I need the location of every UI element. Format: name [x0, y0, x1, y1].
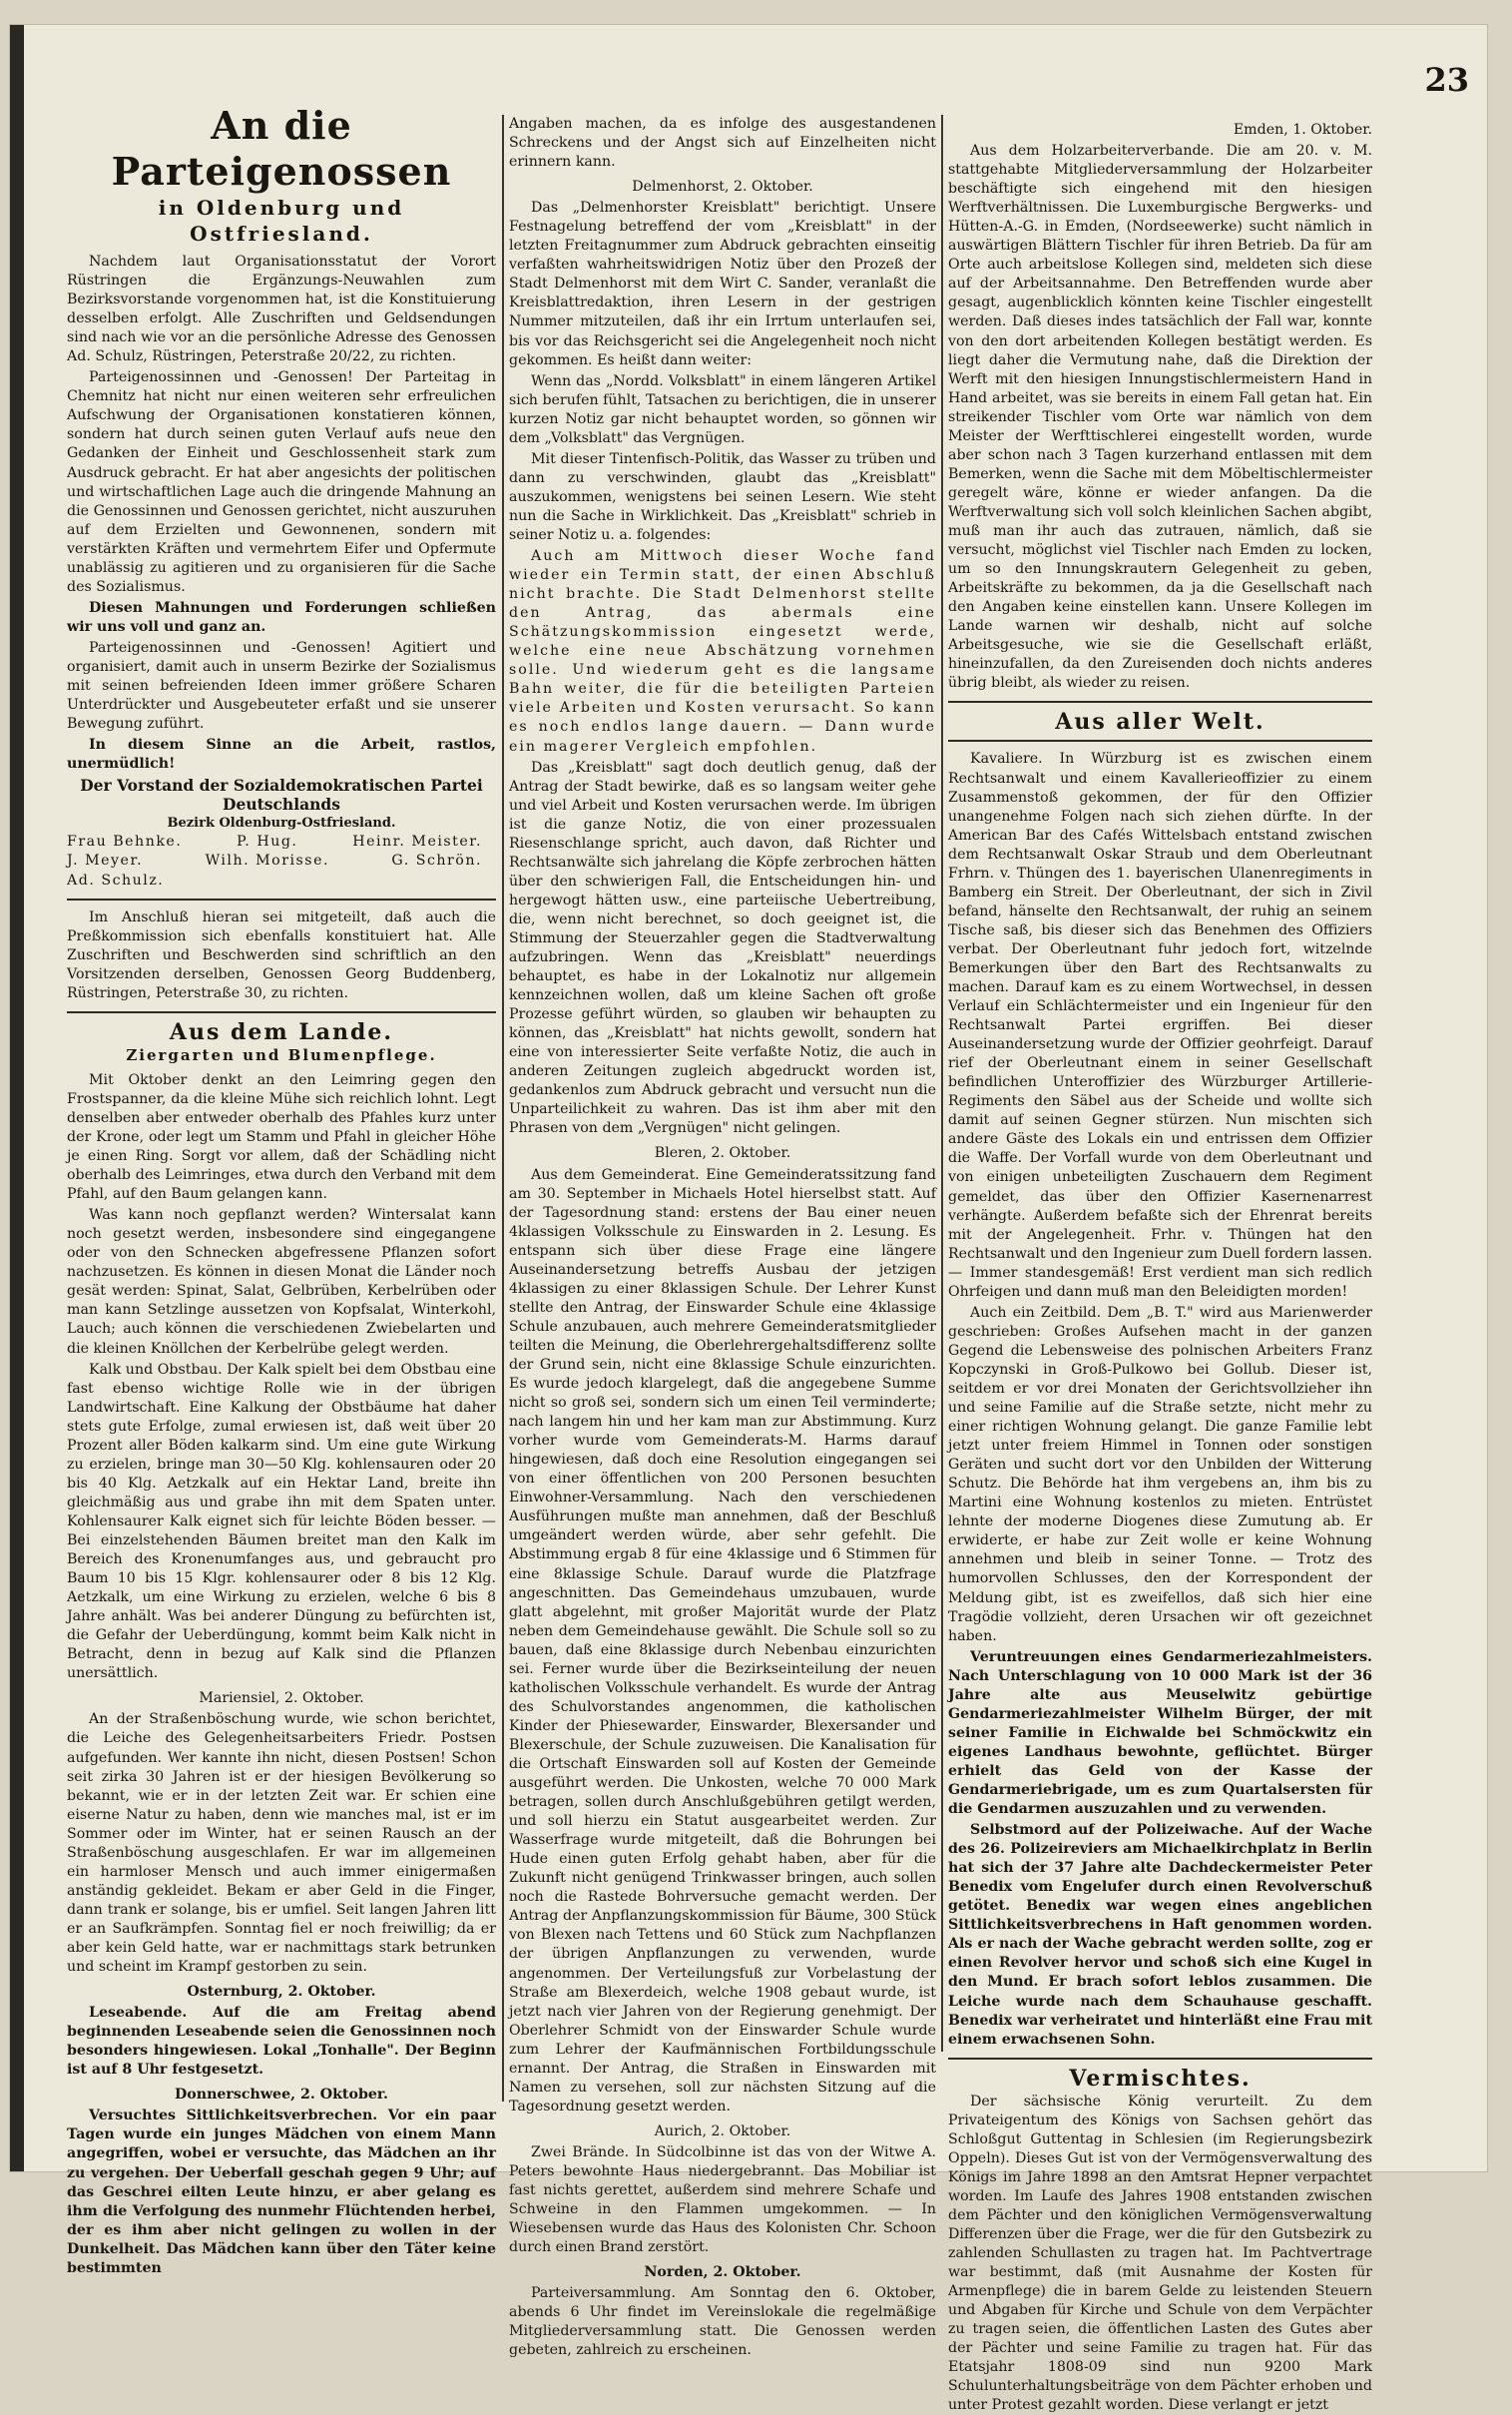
signature-district: Bezirk Oldenburg-Ostfriesland. [167, 816, 396, 832]
article-paragraph: Mit dieser Tintenfisch-Politik, das Wasser zu trüben und dann zu verschwinden, glaubt das „Kreisblatt" auszukommen, wenigstens bei seinen Lesern. Wie steht nun die Sache in Wirklichkeit. Das „Kreisblatt" schrieb in seiner Notiz u. a. folgendes: [509, 450, 936, 543]
column-1 [67, 103, 496, 2276]
article-paragraph: Aus dem Holzarbeiterverbande. Die am 20. v. M. stattgehabte Mitgliederversammlung der Holzarbeiter beschäftigte sich eingehend mit den hiesigen Werftverhältnissen. Die Luxemburgische Bergwerks- und Hütten-A.-G. in Emden, (Nordseewerke) sucht nämlich in auswärtigen Blättern Tischler für ihren Betrieb. Da für am Orte auch arbeitslose Kollegen sind, meldeten sich diese auf der Arbeitsannahme. Den Betreffenden wurde aber gesagt, augenblicklich könnten keine Tischler eingestellt werden. Daß dieses indes tatsächlich der Fall war, konnte von den dort arbeitenden Kollegen bestätigt werden. Es liegt daher die Vermutung nahe, daß die Direktion der Werft mit den hiesigen Innungstischlermeistern Hand in Hand arbeitet, was sie bereits in einem Fall getan hat. Ein streikender Tischler vom Orte war nämlich von dem Meister der Werfttischlerei eingestellt worden, wurde aber schon nach 3 Tagen kurzerhand entlassen mit dem Bemerken, wenn die Sache mit dem Möbeltischlermeister geregelt wäre, könne er wieder anfangen. Da die Werftverwaltung sich voll solch kleinlichen Sachen abgibt, muß man ihr auch das zutrauen, nämlich, daß sie versucht, möglichst viel Tischler nach Emden zu locken, um so den Innungskrautern Gelegenheit zu geben, Arbeitskräfte zu bekommen, da ja die Gesellschaft nach den Angaben keine einstellen kann. Unsere Kollegen im Lande warnen wir deshalb, nicht auf solche Arbeitsgesuche, wie sie die Gesellschaft erläßt, hineinzufallen, da den Zureisenden doch nichts anderes übrig bleibt, als wieder zu reisen. [948, 143, 1372, 692]
dateline: Emden, 1. Oktober. [1233, 122, 1372, 138]
article-paragraph: Auch ein Zeitbild. Dem „B. T." wird aus Marienwerder geschrieben: Großes Aufsehen macht in der ganzen Gegend die Lebensweise des polnischen Arbeiters Franz Kopczynski in Groß-Pulkowo bei Gollub. Dieser ist, seitdem er vor drei Monaten der Gerichtsvollzieher ihn und seine Familie auf die Straße setzte, nicht mehr zu einer richtigen Wohnung gelangt. Die ganze Familie lebt jetzt unter freiem Himmel in Tonnen oder sonstigen Geräten und sucht dort vor den Unbilden der Witterung Schutz. Die Behörde hat ihm vergebens an, ihm bis zu Martini eine Wohnung kostenlos zu mieten. Entrüstet lehnte der moderne Diogenes diese Zumutung ab. Er erwiderte, er habe zur Zeit wolle er keine Wohnung annehmen und bleib in seiner Tonne. — Trotz des humorvollen Schlusses, den der Korrespondent der Meldung gibt, ist es zweifellos, daß sich hier eine Tragödie vollzieht, deren Ursachen wir oft gezeichnet haben. [948, 1304, 1372, 1644]
section-heading: Aus dem Lande. [169, 1018, 394, 1045]
article-paragraph: Der sächsische König verurteilt. Zu dem Privateigentum des Königs von Sachsen gehört das Schloßgut Guttentag in Schlesien (im Regierungsbezirk Oppeln). Dieses Gut ist von der Vermögensverwaltung des Königs im Jahre 1898 an den Amtsrat Hepner verpachtet worden. Im Laufe des Jahres 1908 entstanden zwischen dem Pächter und den königlichen Vermögensverwaltung Differenzen über die Frage, wer die für den Gutsbezirk zu zahlenden Schullasten zu tragen hat. Im Pachtvertrage war bestimmt, daß (mit Ausnahme der Kosten für Armenpflege) die in barem Gelde zu leistenden Steuern und Abgaben für Kirche und Schule von dem Verpächter zu tragen seien, die öffentlichen Lasten des Gutes aber der Pächter und seine Familie zu tragen hat. Für das Etatsjahr 1808-09 sind nun 9200 Mark Schulunterhaltungsbeiträge von dem Pächter erhoben und unter Protest gezahlt worden. Diese verlangt er jetzt [948, 2093, 1372, 2414]
signer-name: Wilh. Morisse. [205, 853, 329, 870]
article-paragraph: Angaben machen, da es infolge des ausgestandenen Schreckens und der Angst sich auf Einzelheiten nicht erinnern kann. [509, 116, 936, 171]
dateline: Delmenhorst, 2. Oktober. [632, 179, 813, 196]
article-paragraph: Aus dem Gemeinderat. Eine Gemeinderatssitzung fand am 30. September in Michaels Hotel hierselbst statt. Auf der Tagesordnung stand: erstens der Bau einer neuen 4klassigen Volksschule zu Einswarden in 2. Lesung. Es entspann sich über diese Frage eine längere Auseinandersetzung betreffs Ausbau der jetzigen 4klassigen zu einer 8klassigen Schule. Der Lehrer Kunst stellte den Antrag, der Einswarder Schule eine 4klassige Schule anzubauen, auch mehrere Gemeinderatsmitglieder teilten die Meinung, die Oberlehrergehaltsdifferenz sollte der Grund sein, nicht eine 8klassige Schule einzurichten. Es wurde jedoch klargelegt, daß die angegebene Summe nicht so groß sei, sondern sich um einen Teil verminderte; nach langem hin und her kam man zur Abstimmung. Kurz vorher wurde vom Gemeinderats-M. Harms darauf hingewiesen, daß doch eine Resolution eingegangen sei von einer öffentlichen von 200 Personen besuchten Einwohner-Versammlung. Nach den verschiedenen Ausführungen mußte man annehmen, daß der Beschluß umgeändert werden würde, aber sehr gefehlt. Die Abstimmung ergab 8 für eine 4klassige und 6 Stimmen für eine 8klassige Schule. Darauf wurde die Platzfrage angeschnitten. Das Gemeindehaus umzubauen, wurde glatt abgelehnt, mit großer Majorität wurde der Platz neben dem Gemeindehause gewählt. Die Schule soll so zu bauen, daß eine 8klassige durch Nebenbau einzurichten sei. Ferner wurde über die Bezirkseinteilung der neuen katholischen Volksschule verhandelt. Es wurde der Antrag des Schulvorstandes angenommen, die katholischen Kinder der Phiesewarder, Einswarder, Blexersander und Blexerschule, der Schule zuzuweisen. Die Kanalisation für die Ortschaft Einswarden soll auf Kosten der Gemeinde ausgeführt werden. Die Unkosten, welche 70 000 Mark betragen, sollen durch Anschlußgebühren getilgt werden, und soll hierzu ein Statut ausgearbeitet werden. Zur Wasserfrage wurde mitgeteilt, daß die Bohrungen bei Hude einen guten Erfolg gehabt haben, aber für die Zukunft nicht genügend Trinkwasser bringen, auch sollen noch die Rastede Bohrversuche gemacht werden. Der Antrag der Anpflanzungskommission für Bäume, 300 Stück von Blexen nach Tettens und 60 Stück zum Nachpflanzen der übrigen Anpflanzungen zu verwenden, wurde angenommen. Der Verteilungsfuß zur Vorbelastung der Straße am Blexerdeich, welche 1908 gebaut wurde, ist jetzt nach vier Jahren von der Regierung genehmigt. Der Oberlehrer Schmidt von der Einswarder Schule wurde zum Lehrer der Kaufmännischen Fortbildungsschule ernannt. Der Antrag, die Straßen in Einswarden mit Namen zu versehen, soll zur nächsten Sitzung auf die Tagesordnung gesetzt werden. [509, 1166, 936, 2114]
appeal-paragraph: Parteigenossinnen und -Genossen! Agitiert und organisiert, damit auch in unserm Bezirke der Sozialismus mit seinen befreienden Ideen immer größere Scharen Unterdrückter und Ausgebeuteter erfaßt und sie unserer Bewegung zuführt. [67, 639, 496, 733]
article-paragraph: Kalk und Obstbau. Der Kalk spielt bei dem Obstbau eine fast ebenso wichtige Rolle wie in der übrigen Landwirtschaft. Eine Kalkung der Obstbäume hat daher stets gute Erfolge, zumal erwiesen ist, daß weit über 20 Prozent aller Böden kalkarm sind. Um eine gute Wirkung zu erzielen, bringe man 30—50 Klg. kohlensauren oder 20 bis 40 Klg. Aetzkalk auf ein Hektar Land, breite ihn gleichmäßig aus und grabe ihn mit dem Spaten unter. Kohlensaurer Kalk eignet sich für leichte Böden besser. — Bei einzelstehenden Bäumen breitet man den Kalk im Bereich des Kronenumfanges aus, und gebraucht pro Baum 10 bis 15 Klgr. kohlensaurer oder 8 bis 12 Klg. Aetzkalk, um eine Wirkung zu erzielen, welche 6 bis 8 Jahre anhält. Was bei anderer Düngung zu befürchten ist, die Gefahr der Ueberdüngung, kommt beim Kalk nicht in Betracht, denn in bezug auf Kalk sind die Pflanzen unersättlich. [67, 1361, 496, 1682]
article-paragraph: Selbstmord auf der Polizeiwache. Auf der Wache des 26. Polizeireviers am Michaelkirchplatz in Berlin hat sich der 37 Jahre alte Dachdeckermeister Peter Benedix vom Engelufer durch einen Revolverschuß getötet. Benedix war wegen eines angeblichen Sittlichkeitsverbrechens in Haft genommen worden. Als er nach der Wache gebracht werden sollte, zog er einen Revolver hervor und schoß sich eine Kugel in den Mund. Er brach sofort leblos zusammen. Die Leiche wurde nach dem Schauhause geschafft. Benedix war verheiratet und hinterläßt eine Frau mit einem erwachsenen Sohn. [948, 1822, 1372, 2048]
column-3 [948, 115, 1372, 2414]
signer-name: Heinr. Meister. [352, 834, 482, 851]
dateline: Norden, 2. Oktober. [644, 2264, 801, 2281]
subsection-heading: Ziergarten und Blumenpflege. [126, 1045, 437, 1064]
divider [67, 1011, 496, 1013]
signature-names [67, 833, 496, 890]
appeal-title: An die Parteigenossen [111, 103, 452, 194]
appeal-paragraph: In diesem Sinne an die Arbeit, rastlos, unermüdlich! [67, 737, 496, 773]
article-paragraph: Parteiversammlung. Am Sonntag den 6. Oktober, abends 6 Uhr findet im Vereinslokale die regelmäßige Mitgliederversammlung statt. Die Genossen werden gebeten, zahlreich zu erscheinen. [509, 2285, 936, 2359]
column-rule [941, 115, 943, 2052]
signer-name: J. Meyer. [67, 853, 144, 870]
press-commission-paragraph: Im Anschluß hieran sei mitgeteilt, daß auch die Preßkommission sich ebenfalls konstituiert hat. Alle Zuschriften und Beschwerden sind schriftlich an den Vorsitzenden derselben, Genossen Georg Buddenberg, Rüstringen, Peterstraße 30, zu richten. [67, 908, 496, 1001]
divider [948, 2058, 1372, 2060]
article-paragraph: Was kann noch gepflanzt werden? Wintersalat kann noch gesetzt werden, insbesondere sind eingegangene oder von den Schnecken abgefressene Pflanzen sofort nachzusetzen. Es können in diesen Monat die Länder noch gesät werden: Spinat, Salat, Gelbrüben, Kerbelrüben oder man kann Setzlinge aussetzen von Kopfsalat, Winterkohl, Lauch; auch können die verschiedenen Zwiebelarten und die kleinen Knöllchen der Kerbelrübe gelegt werden. [67, 1207, 496, 1357]
article-paragraph: Veruntreuungen eines Gendarmeriezahlmeisters. Nach Unterschlagung von 10 000 Mark ist der 36 Jahre alte aus Meuselwitz gebürtige Gendarmeriezahlmeister Wilhelm Bürger, der mit seiner Familie in Eichwalde bei Schmöckwitz ein eigenes Landhaus bewohnte, geflüchtet. Bürger erhielt das Geld von der Kasse der Gendarmeriebrigade, um es zum Quartalsersten für die Gendarmen auszuzahlen und zu verwenden. [948, 1648, 1372, 1818]
dateline: Bleren, 2. Oktober. [654, 1145, 791, 1162]
signer-name: Frau Behnke. [67, 834, 183, 851]
article-paragraph: Versuchtes Sittlichkeitsverbrechen. Vor ein paar Tagen wurde ein junges Mädchen von einem Mann angegriffen, wobei er versuchte, das Mädchen an ihr zu vergehen. Der Ueberfall geschah gegen 9 Uhr; auf das Geschrei eilten Leute hinzu, er aber gelang es ihm die Verfolgung des nunmehr Flüchtenden herbei, der es ihm aber nicht gelingen zu wollen in der Dunkelheit. Das Mädchen kann über den Täter keine bestimmten [67, 2108, 496, 2276]
divider [67, 899, 496, 901]
dateline: Donnerschwee, 2. Oktober. [175, 2087, 388, 2104]
scan-edge [10, 25, 24, 2171]
appeal-subtitle: in Oldenburg und Ostfriesland. [158, 196, 405, 246]
dateline: Osternburg, 2. Oktober. [187, 1984, 376, 2001]
article-paragraph: An der Straßenböschung wurde, wie schon berichtet, die Leiche des Gelegenheitsarbeiters Friedr. Postsen aufgefunden. Wer kannte ihn nicht, diesen Postsen! Schon seit zirka 30 Jahren ist er der hiesigen Bevölkerung so bekannt, wie er in der letzten Zeit war. Er schien eine eiserne Natur zu haben, denn wie manches mal, ist er im Sommer oder im Winter, hat er seinen Rausch an der Straßenböschung ausgeschlafen. Er war im allgemeinen ein harmloser Mensch und auch immer einigermaßen anständig gekleidet. Bekam er aber Geld in die Finger, dann trank er solange, bis er umfiel. Seit langen Jahren litt er an Saufkrämpfen. Sonntag fiel er noch freiwillig; da er aber kein Geld hatte, war er nachmittags stark betrunken und scheint im Krampf gestorben zu sein. [67, 1711, 496, 1976]
article-paragraph: Wenn das „Nordd. Volksblatt" in einem längeren Artikel sich berufen fühlt, Tatsachen zu berichtigen, die in unserer kurzen Notiz gar nicht behauptet worden, so gönnen wir dem „Volksblatt" das Vergnügen. [509, 372, 936, 446]
divider [948, 701, 1372, 703]
signer-name: Ad. Schulz. [67, 872, 165, 889]
dateline: Mariensiel, 2. Oktober. [199, 1690, 364, 1707]
appeal-paragraph: Nachdem laut Organisationsstatut der Vorort Rüstringen die Ergänzungs-Neuwahlen zum Bezirksvorstande vorgenommen hat, ist die Konstituierung desselben erfolgt. Alle Zuschriften und Geldsendungen sind nach wie vor an die persönliche Adresse des Genossen Ad. Schulz, Rüstringen, Peterstraße 20/22, zu richten. [67, 254, 496, 365]
section-heading: Vermischtes. [1069, 2065, 1252, 2092]
signer-name: G. Schrön. [391, 853, 482, 870]
article-paragraph: Zwei Brände. In Südcolbinne ist das von der Witwe A. Peters bewohnte Haus niedergebrannt. Das Mobiliar ist fast nichts gerettet, außerdem sind mehrere Schafe und Schweine in den Flammen umgekommen. — In Wiesebensen wurde das Haus des Kolonisten Chr. Schoon durch einen Brand zerstört. [509, 2143, 936, 2256]
appeal-paragraph: Parteigenossinnen und -Genossen! Der Parteitag in Chemnitz hat nicht nur einen weiteren sehr erfreulichen Aufschwung der Organisationen konstatieren können, sondern hat durch seinen guten Verlauf aufs neue den Gedanken der Einheit und Geschlossenheit stark zum Ausdruck gebracht. Er hat aber angesichts der politischen und wirtschaftlichen Lage auch die dringende Mahnung an die Genossinnen und Genossen gerichtet, nicht auszuruhen auf dem Erzielten und Gewonnenen, sondern mit verstärkten Kräften und vermehrtem Eifer und Opfermute unablässig zu agitieren und zu organisieren für die Sache des Sozialismus. [67, 369, 496, 595]
section-heading: Aus aller Welt. [1055, 709, 1265, 736]
newspaper-page [10, 25, 1487, 2414]
column-rule [502, 115, 504, 2102]
column-2 [509, 115, 936, 2359]
article-paragraph: Mit Oktober denkt an den Leimring gegen den Frostspanner, da die kleine Mühe sich reichlich lohnt. Legt denselben aber entweder oberhalb des Pfahles kurz unter der Krone, oder legt um Stamm und Pfahl in gleicher Höhe je einen Ring. Sorgt vor allem, daß der Schädling nicht oberhalb des Leimringes, etwa durch den Verband mit dem Pfahl, auf den Baum gelangen kann. [67, 1071, 496, 1203]
article-paragraph: Leseabende. Auf die am Freitag abend beginnenden Leseabende seien die Genossinnen noch besonders hingewiesen. Lokal „Tonhalle". Der Beginn ist auf 8 Uhr festgesetzt. [67, 2005, 496, 2079]
article-paragraph: Das „Delmenhorster Kreisblatt" berichtigt. Unsere Festnagelung betreffend der vom „Kreisblatt" in der letzten Freitagnummer zum Abdruck gebrachten einseitig verfaßten wahrheitswidrigen Notiz über den Prozeß der Stadt Delmenhorst mit dem Wirt C. Sander, veranlaßt die Kreisblattredaktion, ihren Lesern in der gestrigen Nummer mitzuteilen, daß ihr ein Irrtum unterlaufen sei, bis vor das Reichsgericht sei die Angelegenheit noch nicht gekommen. Es heißt dann weiter: [509, 200, 936, 368]
signature-board: Der Vorstand der Sozialdemokratischen Partei Deutschlands [80, 776, 483, 815]
article-paragraph: Kavaliere. In Würzburg ist es zwischen einem Rechtsanwalt und einem Kavallerieoffizier zu einem Zusammenstoß gekommen, der für den Offizier unangenehme Folgen nach sich ziehen dürfte. In der American Bar des Cafés Wittelsbach entstand zwischen dem Rechtsanwalt Oskar Straub und dem Oberleutnant Frhrn. v. Thüngen des 1. bayerischen Ulanenregiments in Bamberg ein Streit. Der Oberleutnant, der sich in Zivil befand, hänselte den Rechtsanwalt, der ruhig an seinem Tische saß, bis dieser sich das Benehmen des Offiziers verbat. Der Oberleutnant fuhr jedoch fort, witzelnde Bemerkungen über den Bart des Rechtsanwalts zu machen. Darauf kam es zu einem Wortwechsel, in dessen Verlauf ein Schlächtermeister und ein Ingenieur für den Rechtsanwalt Partei ergriffen. Bei dieser Auseinandersetzung wurde der Offizier geohrfeigt. Darauf rief der Oberleutnant einem in seiner Gesellschaft befindlichen Unteroffizier des Würzburger Artillerie-Regiments den Säbel aus der Scheide und wollte sich damit auf seinen Gegner stürzen. Nun mischten sich andere Gäste des Lokals ein und entrissen dem Offizier die Waffe. Der Vorfall wurde von dem Oberleutnant und von einigen unbeteiligten Zuschauern dem Regiment gemeldet, das über den Offizier Kasernenarrest verhängte. Außerdem befaßte sich der Ehrenrat bereits mit der Angelegenheit. Frhr. v. Thüngen hat den Rechtsanwalt und den Ingenieur zum Duell fordern lassen. — Immer standesgemäß! Erst verdient man sich redlich Ohrfeigen und dann muß man den Beleidigten morden! [948, 751, 1372, 1300]
article-paragraph: Das „Kreisblatt" sagt doch deutlich genug, daß der Antrag der Stadt bewirke, daß es so langsam weiter gehe und viel Arbeit und Kosten verursachen werde. Im übrigen ist die ganze Notiz, die von einer prozessualen Riesenschlange spricht, auch davon, daß Richter und Rechtsanwälte sich jahrelang die Köpfe zerbrochen hätten über den schwierigen Fall, die Entscheidungen hin- und hergewogt hätten usw., eine parteiische Uebertreibung, die, wenn nicht berechnet, so doch geeignet ist, die Stimmung der Steuerzahler gegen die Stadtverwaltung aufzubringen. Wenn das „Kreisblatt" neuerdings behauptet, es habe in der Lokalnotiz nur allgemein kennzeichnen wollen, daß um kleine Sachen oft große Prozesse geführt würden, so glauben wir behaupten zu können, das „Kreisblatt" hat nichts gewollt, sondern hat eine von interessierter Seite verfaßte Notiz, die auch in anderen Zeitungen zugleich abgedruckt worden ist, gedankenlos zum Abdruck gebracht und versucht nun die Unparteilichkeit zu wahren. Das ist ihm aber mit den Phrasen von dem „Vergnügen" nicht gelingen. [509, 759, 936, 1137]
article-paragraph: Auch am Mittwoch dieser Woche fand wieder ein Termin statt, der einen Abschluß nicht brachte. Die Stadt Delmenhorst stellte den Antrag, das abermals eine Schätzungskommission eingesetzt werde, welche eine neue Abschätzung vornehmen solle. Und wiederum geht es die langsame Bahn weiter, die für die beteiligten Parteien viele Arbeiten und Kosten verursacht. So kann es noch endlos lange dauern. — Dann wurde ein magerer Vergleich empfohlen. [509, 548, 936, 755]
signer-name: P. Hug. [237, 834, 298, 851]
divider [948, 740, 1372, 742]
dateline: Aurich, 2. Oktober. [654, 2122, 791, 2139]
page-number: 23 [1424, 61, 1469, 99]
appeal-paragraph: Diesen Mahnungen und Forderungen schließen wir uns voll und ganz an. [67, 599, 496, 635]
